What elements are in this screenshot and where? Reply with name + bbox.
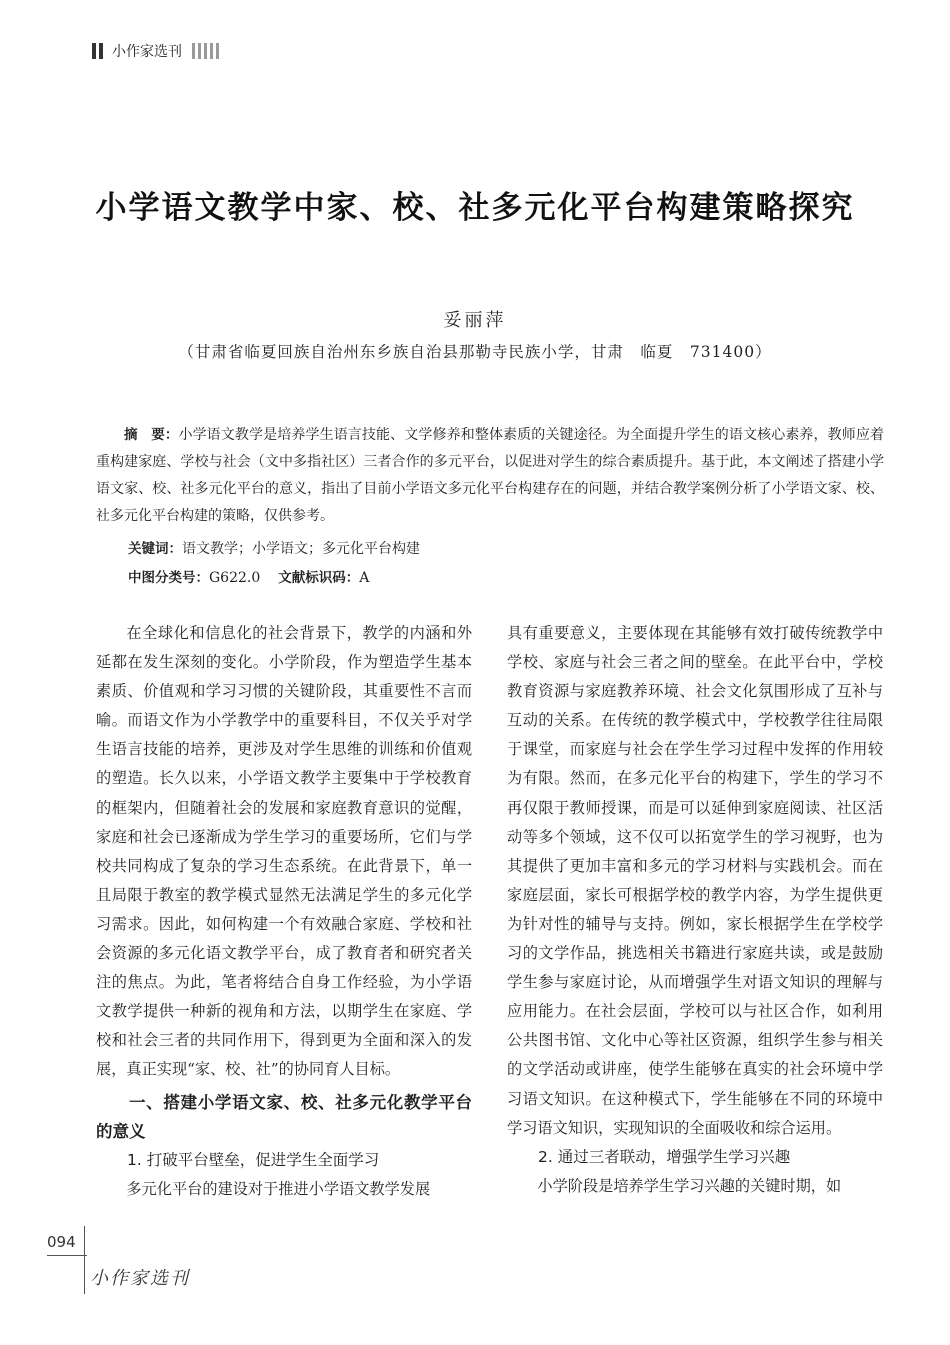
abstract-section xyxy=(96,422,884,530)
body-paragraph: 多元化平台的建设对于推进小学语文教学发展 xyxy=(126,1180,431,1198)
keywords xyxy=(128,537,420,558)
header-bar-icon xyxy=(192,43,195,59)
abstract-text: 小学语文教学是培养学生语言技能、文学修养和整体素质的关键途径。为全面提升学生的语文核心素养，教师应着重构建家庭、学校与社会（文中多指社区）三者合作的多元平台，以促进对学生的综合素质提升。基于此，本文阐述了搭建小学语文家、校、社多元化平台的意义，指出了目前小学语文多元化平台构建存在的问题，并结合教学案例分析了小学语文家、校、社多元化平台构建的策略，仅供参考。 xyxy=(96,427,884,524)
header-bar-icon xyxy=(99,43,103,59)
clc-label: 中图分类号： xyxy=(128,570,209,586)
doc-code-label: 文献标识码： xyxy=(278,570,360,586)
header-bar-icon xyxy=(92,43,96,59)
journal-header xyxy=(92,40,222,62)
body-paragraph: 小学阶段是培养学生学习兴趣的关键时期，如 xyxy=(537,1177,842,1196)
journal-name: 小作家选刊 xyxy=(112,44,182,60)
section-heading: 一、搭建小学语文家、校、社多元化教学平台的意义 xyxy=(96,1092,472,1141)
header-bar-icon xyxy=(198,43,201,59)
footer-divider-vertical xyxy=(84,1226,85,1294)
article-title: 小学语文教学中家、校、社多元化平台构建策略探究 xyxy=(95,190,855,226)
doc-code-value: A xyxy=(359,570,370,586)
footer-divider xyxy=(47,1255,87,1256)
body-right-column xyxy=(507,619,883,1201)
page-number: 094 xyxy=(47,1233,76,1251)
keywords-label: 关键词： xyxy=(128,541,182,557)
classification xyxy=(128,566,369,586)
subsection-heading: 2. 通过三者联动，增强学生学习兴趣 xyxy=(538,1147,791,1166)
author-name: 妥丽萍 xyxy=(443,310,507,331)
header-bar-icon xyxy=(216,43,219,59)
keywords-text: 语文教学；小学语文；多元化平台构建 xyxy=(182,541,420,557)
body-paragraph: 具有重要意义，主要体现在其能够有效打破传统教学中学校、家庭与社会三者之间的壁垒。在此平台中，学校教育资源与家庭教养环境、社会文化氛围形成了互补与互动的关系。在传统的教学模式中，学校教学往往局限于课堂，而家庭与社会在学生学习过程中发挥的作用较为有限。然而，在多元化平台的构建下，学生的学习不再仅限于教师授课，而是可以延伸到家庭阅读、社区活动等多个领域，这不仅可以拓宽学生的学习视野，也为其提供了更加丰富和多元的学习材料与实践机会。而在家庭层面，家长可根据学校的教学内容，为学生提供更为针对性的辅导与支持。例如，家长根据学生在学校学习的文学作品，挑选相关书籍进行家庭共读，或是鼓励学生参与家庭讨论，从而增强学生对语文知识的理解与应用能力。在社会层面，学校可以与社区合作，如利用公共图书馆、文化中心等社区资源，组织学生参与相关的文学活动或讲座，使学生能够在真实的社会环境中学习语文知识。在这种模式下，学生能够在不同的环境中学习语文知识，实现知识的全面吸收和综合运用。 xyxy=(507,624,883,1137)
subsection-heading: 1. 打破平台壁垒，促进学生全面学习 xyxy=(127,1150,380,1169)
body-paragraph: 在全球化和信息化的社会背景下，教学的内涵和外延都在发生深刻的变化。小学阶段，作为塑造学生基本素质、价值观和学习习惯的关键阶段，其重要性不言而喻。而语文作为小学教学中的重要科目，不仅关乎对学生语言技能的培养，更涉及对学生思维的训练和价值观的塑造。长久以来，小学语文教学主要集中于学校教育的框架内，但随着社会的发展和家庭教育意识的觉醒，家庭和社会已逐渐成为学生学习的重要场所，它们与学校共同构成了复杂的学习生态系统。在此背景下，单一且局限于教室的教学模式显然无法满足学生的多元化学习需求。因此，如何构建一个有效融合家庭、学校和社会资源的多元化语文教学平台，成了教育者和研究者关注的焦点。为此，笔者将结合自身工作经验，为小学语文教学提供一种新的视角和方法，以期学生在家庭、学校和社会三者的共同作用下，得到更为全面和深入的发展，真正实现“家、校、社”的协同育人目标。 xyxy=(96,624,472,1079)
journal-logo: 小作家选刊 xyxy=(90,1268,190,1289)
body-left-column xyxy=(96,619,472,1204)
header-bar-icon xyxy=(210,43,213,59)
abstract-label: 摘 要： xyxy=(124,427,179,443)
author-affiliation: （甘肃省临夏回族自治州东乡族自治县那勒寺民族小学，甘肃 临夏 731400） xyxy=(178,343,772,361)
clc-value: G622.0 xyxy=(209,570,261,586)
header-bar-icon xyxy=(204,43,207,59)
